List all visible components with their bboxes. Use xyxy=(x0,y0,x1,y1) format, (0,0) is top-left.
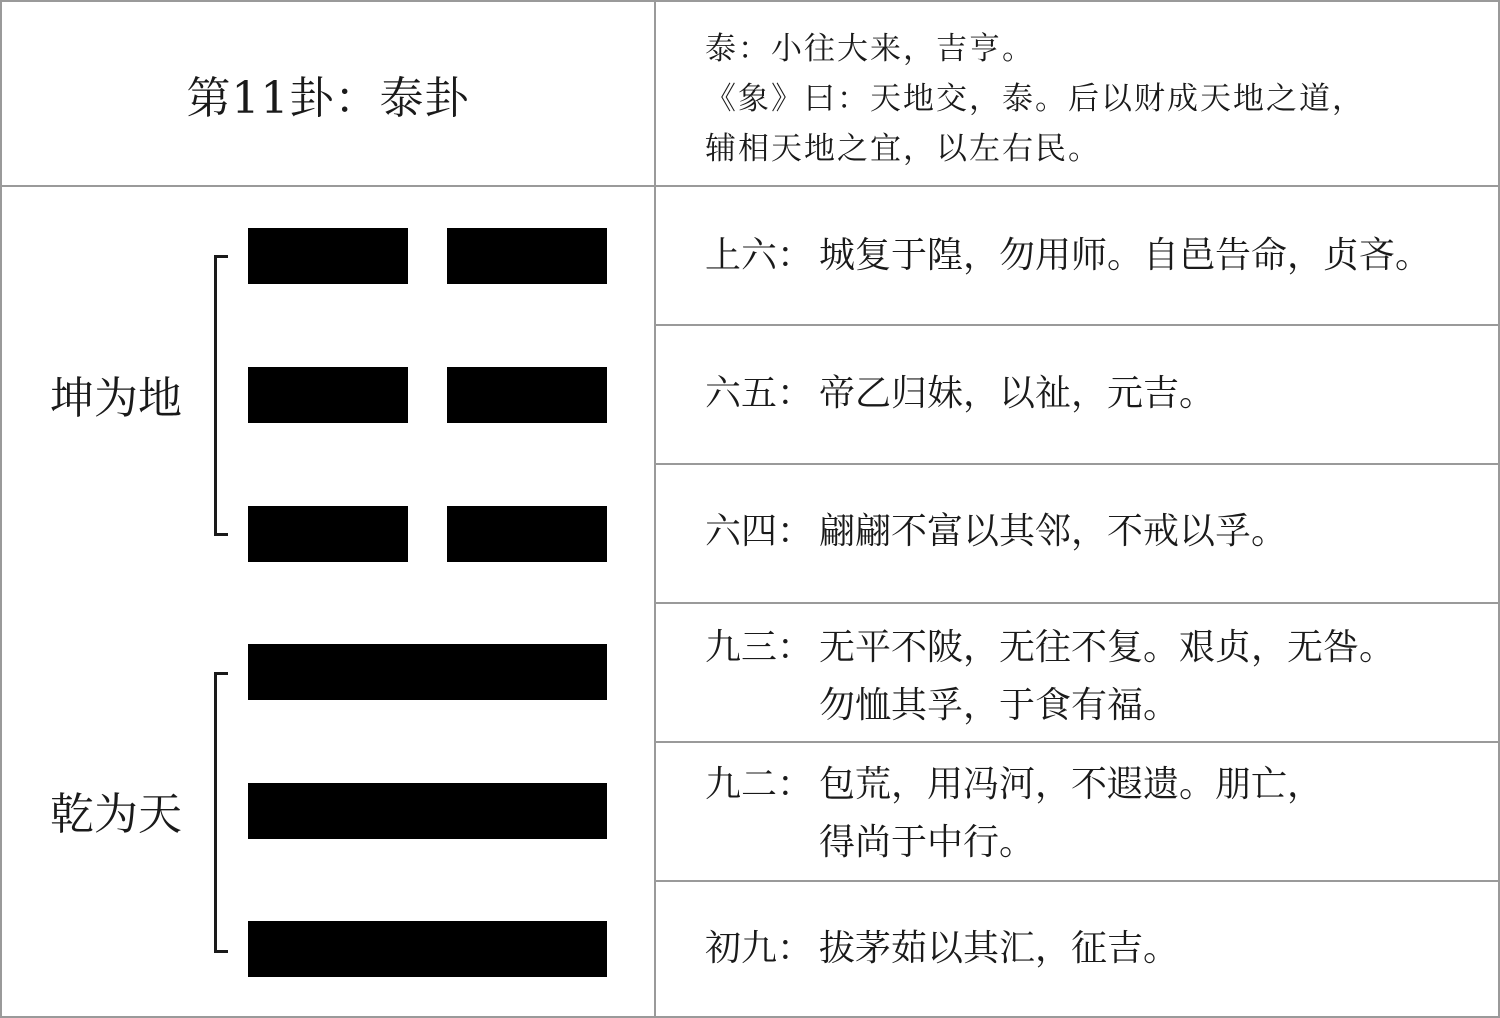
line-position: 九二： xyxy=(705,764,814,805)
row-divider xyxy=(656,880,1500,882)
yin-line-right xyxy=(447,228,607,284)
hexagram-judgement xyxy=(705,24,1485,174)
line-position: 上六： xyxy=(705,235,814,276)
line-statement: 城复于隍，勿用师。自邑告命，贞吝。 xyxy=(819,235,1432,276)
yin-line-left xyxy=(248,228,408,284)
lower-trigram-bracket xyxy=(214,672,228,953)
yin-line-right xyxy=(447,367,607,423)
judgement-line: 《象》曰：天地交，泰。后以财成天地之道， xyxy=(705,81,1365,117)
line-position: 六五： xyxy=(705,373,814,414)
yang-line xyxy=(248,921,607,977)
row-divider xyxy=(656,463,1500,465)
line-statement: 拔茅茹以其汇，征吉。 xyxy=(819,928,1180,969)
line-text-top xyxy=(705,227,1495,285)
yin-line-left xyxy=(248,506,408,562)
yang-line xyxy=(248,644,607,700)
row-divider xyxy=(656,741,1500,743)
line-statement: 无平不陂，无往不复。艰贞，无咎。 xyxy=(819,627,1396,668)
row-divider xyxy=(656,602,1500,604)
line-position: 初九： xyxy=(705,928,814,969)
judgement-line: 泰：小往大来，吉亨。 xyxy=(705,31,1035,67)
line-statement-continued: 得尚于中行。 xyxy=(819,822,1036,863)
line-statement-continued: 勿恤其孚，于食有福。 xyxy=(819,685,1180,726)
yin-line-left xyxy=(248,367,408,423)
judgement-line: 辅相天地之宜，以左右民。 xyxy=(705,131,1101,167)
line-position: 九三： xyxy=(705,627,814,668)
hexagram-title: 第11卦：泰卦 xyxy=(186,72,470,124)
line-statement: 翩翩不富以其邻，不戒以孚。 xyxy=(819,511,1288,552)
yin-line-right xyxy=(447,506,607,562)
upper-trigram-bracket xyxy=(214,255,228,536)
line-text-fifth xyxy=(705,365,1495,423)
line-position: 六四： xyxy=(705,511,814,552)
row-divider xyxy=(656,324,1500,326)
line-statement: 帝乙归妹，以祉，元吉。 xyxy=(819,373,1216,414)
column-divider xyxy=(654,2,656,1018)
upper-trigram-label: 坤为地 xyxy=(50,373,182,424)
line-statement: 包荒，用冯河，不遐遗。朋亡， xyxy=(819,764,1324,805)
header-divider xyxy=(2,185,1500,187)
line-text-second xyxy=(705,756,1495,872)
line-text-first xyxy=(705,920,1495,978)
line-text-third xyxy=(705,619,1495,735)
lower-trigram-label: 乾为天 xyxy=(50,789,182,840)
yang-line xyxy=(248,783,607,839)
line-text-fourth xyxy=(705,503,1495,561)
